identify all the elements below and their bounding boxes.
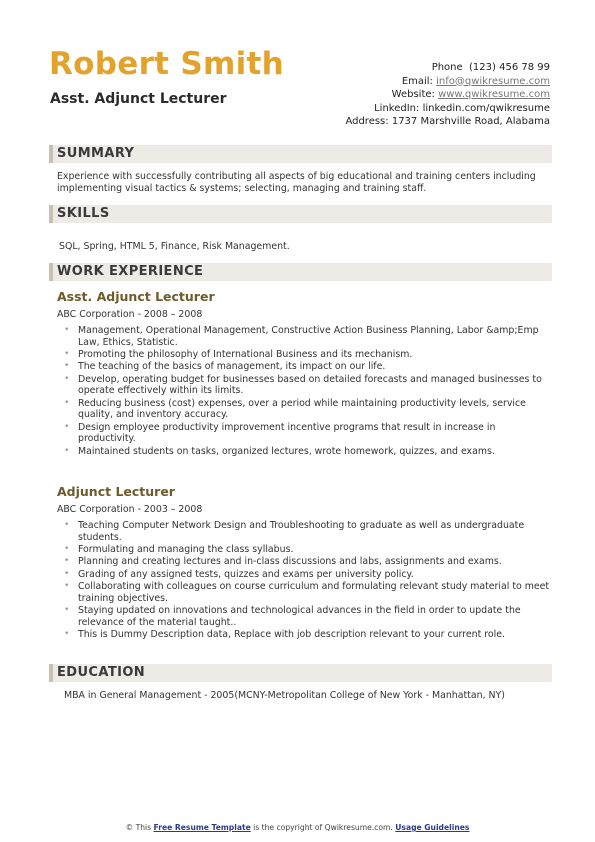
section-accent <box>49 145 53 163</box>
list-item <box>57 556 552 568</box>
bullet-icon: • <box>64 520 70 530</box>
list-item <box>57 605 552 628</box>
bullet-icon: • <box>64 629 70 640</box>
list-item <box>57 569 552 581</box>
address-label: Address: <box>345 116 389 128</box>
bullet-text: Reducing business (cost) expenses, over a period while maintaining productivity levels, service quality, and inventory accuracy. <box>78 397 526 421</box>
skills-text: SQL, Spring, HTML 5, Finance, Risk Management. <box>59 241 290 252</box>
skills-heading: SKILLS <box>57 206 110 221</box>
list-item <box>57 361 552 373</box>
list-item <box>57 520 552 543</box>
bullet-text: Teaching Computer Network Design and Troubleshooting to graduate as well as undergraduate students. <box>78 520 525 543</box>
contact-address <box>345 115 550 129</box>
bullet-text: Staying updated on innovations and technological advances in the field in order to update the relevance of the material taught.. <box>78 605 521 628</box>
section-accent <box>49 664 53 682</box>
list-item <box>57 374 552 397</box>
education-section-header <box>49 664 552 682</box>
website-link[interactable]: www.qwikresume.com <box>438 89 550 101</box>
experience-heading: WORK EXPERIENCE <box>57 264 204 279</box>
list-item <box>57 544 552 556</box>
job-bullets <box>57 325 552 458</box>
bullet-text: Formulating and managing the class syllabus. <box>78 543 294 555</box>
job-title: Asst. Adjunct Lecturer <box>57 289 215 304</box>
list-item <box>57 629 552 641</box>
list-item <box>57 325 552 348</box>
bullet-text: Maintained students on tasks, organized lectures, wrote homework, quizzes, and exams. <box>78 445 495 457</box>
summary-heading: SUMMARY <box>57 146 135 161</box>
bullet-text: Management, Operational Management, Constructive Action Business Planning, Labor &amp;Emp Law, Ethics, Statistic. <box>78 325 539 348</box>
phone-label: Phone <box>431 62 463 73</box>
job-meta: ABC Corporation - 2008 – 2008 <box>57 309 203 320</box>
bullet-icon: • <box>64 581 70 592</box>
email-label: Email: <box>401 75 433 87</box>
contact-block <box>345 61 550 129</box>
bullet-text: Collaborating with colleagues on course curriculum and formulating relevant study material to meet training objectives. <box>78 581 550 604</box>
candidate-name: Robert Smith <box>49 46 285 82</box>
footer-prefix: © This <box>125 823 152 832</box>
bullet-text: Design employee productivity improvement incentive programs that result in increase in productivity. <box>78 421 496 445</box>
email-link[interactable]: info@qwikresume.com <box>436 75 550 87</box>
bullet-icon: • <box>64 568 70 579</box>
contact-email <box>345 75 550 89</box>
experience-section-header <box>49 263 552 281</box>
bullet-icon: • <box>64 445 70 456</box>
bullet-icon: • <box>64 556 70 567</box>
education-text: MBA in General Management - 2005(MCNY-Metropolitan College of New York - Manhattan, NY) <box>64 690 505 701</box>
bullet-icon: • <box>64 348 70 359</box>
skills-section-header <box>49 205 552 223</box>
free-resume-template-link[interactable]: Free Resume Template <box>153 823 251 832</box>
bullet-icon: • <box>64 421 70 432</box>
bullet-text: Develop, operating budget for businesses based on detailed forecasts and managed businesses to operate effectively within its limits. <box>78 373 542 397</box>
contact-phone <box>345 61 550 75</box>
contact-linkedin <box>345 102 550 116</box>
summary-text: Experience with successfully contributing all aspects of big educational and training centers including implementing visual tactics & systems; selecting, managing and training staff. <box>57 171 536 194</box>
bullet-text: Planning and creating lectures and in-class discussions and labs, assignments and exams. <box>78 556 502 568</box>
linkedin-label: LinkedIn: <box>374 102 420 114</box>
section-accent <box>49 263 53 281</box>
education-heading: EDUCATION <box>57 665 146 680</box>
bullet-icon: • <box>64 361 70 372</box>
section-accent <box>49 205 53 223</box>
list-item <box>57 581 552 604</box>
linkedin-value: linkedin.com/qwikresume <box>422 102 550 114</box>
bullet-text: Grading of any assigned tests, quizzes and exams per university policy. <box>78 568 414 580</box>
phone-value: (123) 456 78 99 <box>469 62 550 73</box>
footer-middle: is the copyright of Qwikresume.com. <box>253 823 393 832</box>
address-value: 1737 Marshville Road, Alabama <box>391 116 550 128</box>
job-bullets <box>57 520 552 642</box>
summary-section-header <box>49 145 552 163</box>
candidate-title: Asst. Adjunct Lecturer <box>50 91 227 107</box>
job-meta: ABC Corporation - 2003 – 2008 <box>57 504 203 515</box>
list-item <box>57 446 552 458</box>
bullet-text: Promoting the philosophy of International Business and its mechanism. <box>78 348 413 360</box>
list-item <box>57 422 552 445</box>
list-item <box>57 349 552 361</box>
bullet-icon: • <box>64 373 70 384</box>
website-label: Website: <box>391 89 435 101</box>
bullet-icon: • <box>64 543 70 554</box>
bullet-text: This is Dummy Description data, Replace with job description relevant to your current role. <box>78 629 505 641</box>
list-item <box>57 398 552 421</box>
footer <box>0 823 595 833</box>
contact-website <box>345 88 550 102</box>
bullet-icon: • <box>64 397 70 408</box>
bullet-icon: • <box>64 325 70 335</box>
usage-guidelines-link[interactable]: Usage Guidelines <box>395 823 470 832</box>
bullet-icon: • <box>64 605 70 616</box>
job-title: Adjunct Lecturer <box>57 484 175 499</box>
bullet-text: The teaching of the basics of management, its impact on our life. <box>78 361 386 373</box>
